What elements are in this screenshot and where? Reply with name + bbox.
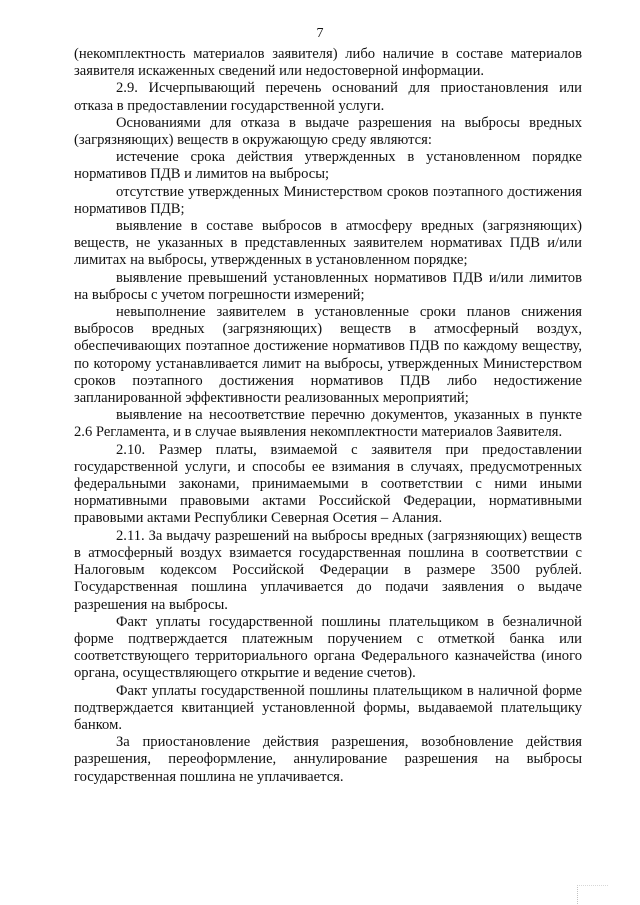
- list-item-exceeding-limits: выявление превышений установленных нормативов ПДВ и/или лимитов на выбросы с учетом погрешности измерений;: [74, 269, 582, 303]
- list-item-document-mismatch: выявление на несоответствие перечню документов, указанных в пункте 2.6 Регламента, и в случае выявления некомплектности материалов Заявителя.: [74, 407, 582, 441]
- section-heading-2-10: 2.10. Размер платы, взимаемой с заявителя при предоставлении государственной услуги, и способы ее взимания в случаях, предусмотренных федеральными законами, принимаемыми в соответствии с ними иными нормативными правовыми актами Российской Федерации, нормативными правовыми актами Республики Северная Осетия – Алания.: [74, 441, 582, 527]
- paragraph-cashless-payment: Факт уплаты государственной пошлины плательщиком в безналичной форме подтверждается платежным поручением с отметкой банка или соответствующего территориального органа Федерального казначейства (иного органа, осуществляющего открытие и ведение счетов).: [74, 613, 582, 682]
- scan-edge-mark: [577, 885, 608, 904]
- list-item-unlisted-substances: выявление в составе выбросов в атмосферу вредных (загрязняющих) веществ, не указанных в представленных заявителем нормативах ПДВ и/или лимитах на выбросы, утвержденных в установленном порядке;: [74, 218, 582, 269]
- page-number: 7: [316, 26, 324, 41]
- paragraph-no-fee: За приостановление действия разрешения, возобновление действия разрешения, переоформление, аннулирование разрешения на выбросы государственная пошлина не уплачивается.: [74, 734, 582, 785]
- paragraph-cash-payment: Факт уплаты государственной пошлины плательщиком в наличной форме подтверждается квитанцией установленной формы, выдаваемой плательщику банком.: [74, 682, 582, 733]
- list-item-expiry: истечение срока действия утвержденных в установленном порядке нормативов ПДВ и лимитов на выбросы;: [74, 149, 582, 183]
- document-body: [74, 46, 582, 786]
- section-heading-2-9: 2.9. Исчерпывающий перечень оснований для приостановления или отказа в предоставлении государственной услуги.: [74, 80, 582, 114]
- section-2-11-fee: 2.11. За выдачу разрешений на выбросы вредных (загрязняющих) веществ в атмосферный воздух взимается государственная пошлина в соответствии с Налоговым кодексом Российской Федерации в размере 3500 рублей. Государственная пошлина уплачивается до подачи заявления о выдаче разрешения на выбросы.: [74, 527, 582, 613]
- paragraph-continuation: (некомплектность материалов заявителя) либо наличие в составе материалов заявителя искаженных сведений или недостоверной информации.: [74, 46, 582, 80]
- paragraph-refusal-grounds: Основаниями для отказа в выдаче разрешения на выбросы вредных (загрязняющих) веществ в окружающую среду являются:: [74, 114, 582, 149]
- list-item-plan-failure: невыполнение заявителем в установленные сроки планов снижения выбросов вредных (загрязняющих) веществ в атмосферный воздух, обеспечивающих поэтапное достижение нормативов ПДВ по каждому веществу, по которому устанавливается лимит на выбросы, утвержденных Министерством сроков поэтапного достижения нормативов ПДВ либо недостижение запланированной эффективности реализованных мероприятий;: [74, 304, 582, 407]
- list-item-no-deadlines: отсутствие утвержденных Министерством сроков поэтапного достижения нормативов ПДВ;: [74, 183, 582, 217]
